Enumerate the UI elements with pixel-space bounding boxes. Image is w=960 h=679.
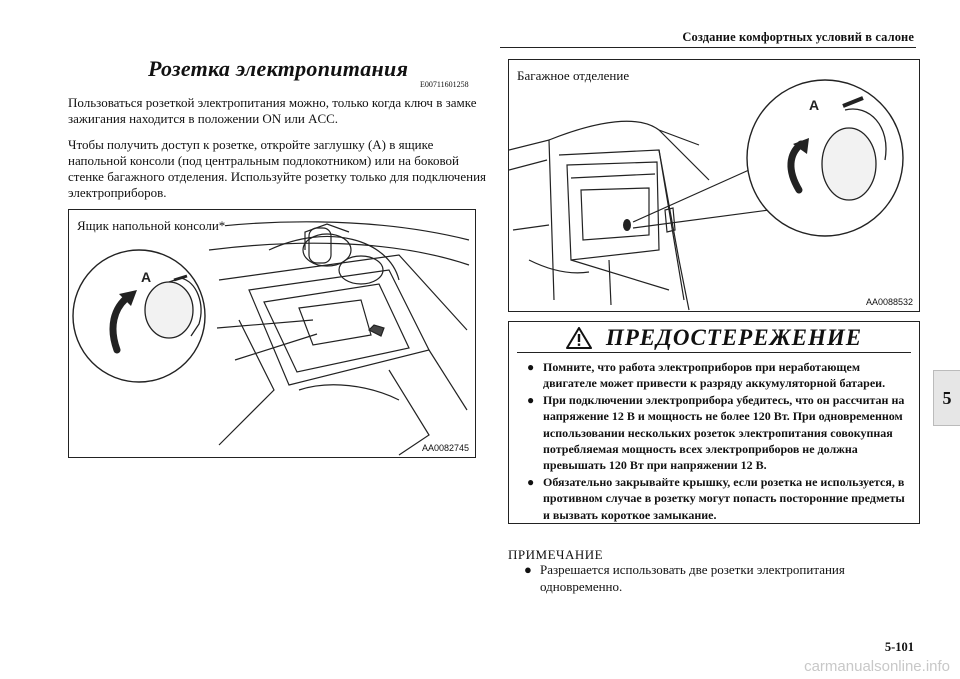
section-code: E00711601258	[420, 80, 469, 89]
warning-rule	[517, 352, 911, 353]
chapter-tab[interactable]: 5	[933, 370, 960, 426]
figure-label-console: Ящик напольной консоли*	[77, 218, 226, 233]
figure-cargo-area	[508, 59, 920, 312]
warning-item-text: Обязательно закрывайте крышку, если розетка не используется, в противном случае в розетку могут попасть посторонние предметы и вызвать короткое замыкание.	[543, 474, 905, 522]
header-title: Создание комфортных условий в салоне	[682, 30, 914, 44]
note-list	[524, 562, 904, 595]
warning-item	[527, 474, 907, 523]
note-item	[524, 562, 904, 595]
watermark[interactable]: carmanualsonline.info	[804, 658, 950, 675]
warning-triangle-icon	[566, 327, 592, 349]
section-title: Розетка электропитания	[148, 56, 409, 81]
warning-item-text: При подключении электроприбора убедитесь, что он рассчитан на напряжение 12 В и мощность не более 120 Вт. При одновременном использовании нескольких розеток электропитания совокупная потребляемая мощность всех электроприборов не должна превышать 120 Вт при напряжении 12 В.	[543, 392, 905, 473]
intro-paragraph: Пользоваться розеткой электропитания можно, только когда ключ в замке зажигания находится в положении ON или ACC.	[68, 95, 477, 126]
figure-label-cargo: Багажное отделение	[517, 68, 630, 83]
figure-code-cargo: AA0088532	[865, 297, 913, 307]
cargo-area-illustration	[509, 60, 920, 312]
header-rule	[500, 47, 916, 48]
note-title: ПРИМЕЧАНИЕ	[508, 547, 604, 562]
bullet-icon: ●	[527, 474, 535, 489]
warning-item	[527, 392, 907, 474]
warning-box	[508, 321, 920, 524]
warning-header	[509, 322, 919, 354]
bullet-icon: ●	[527, 360, 535, 374]
callout-a-right: A	[809, 97, 820, 113]
warning-item-text: Помните, что работа электроприборов при неработающем двигателе может привести к разряду аккумуляторной батареи.	[543, 360, 886, 391]
bullet-icon: ●	[527, 392, 535, 407]
figure-floor-console	[68, 209, 476, 458]
callout-a-left: A	[141, 269, 152, 285]
figure-code-console: AA0082745	[421, 443, 469, 453]
warning-title: ПРЕДОСТЕРЕЖЕНИЕ	[605, 325, 863, 350]
page-number: 5-101	[884, 640, 914, 654]
access-paragraph: Чтобы получить доступ к розетке, откройте заглушку (A) в ящике напольной консоли (под центральным подлокотником) или на боковой стенке багажного отделения. Используйте розетку только для подключения электроприборов.	[68, 137, 487, 200]
warning-list	[527, 359, 907, 523]
bullet-icon: ●	[524, 562, 532, 577]
warning-item	[527, 359, 907, 392]
floor-console-illustration	[69, 210, 476, 458]
note-item-text: Разрешается использовать две розетки электропитания одновременно.	[540, 562, 845, 594]
